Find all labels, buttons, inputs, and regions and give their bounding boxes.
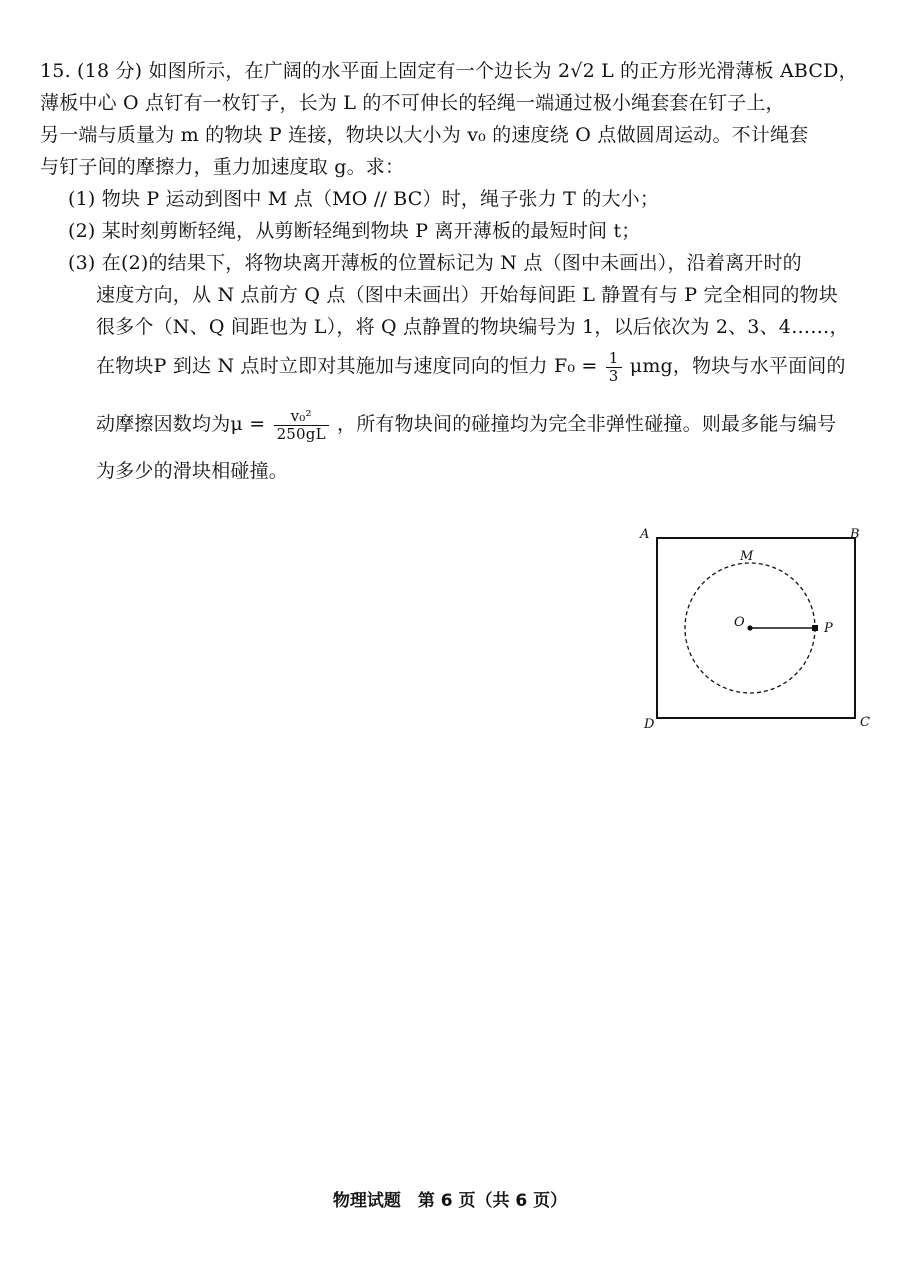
nail-dot (747, 625, 752, 630)
mu-fraction-denominator: 250gL (276, 424, 326, 443)
square-plate-figure (630, 518, 880, 738)
label-a: A (640, 527, 650, 542)
label-m: M (740, 549, 754, 564)
label-c: C (860, 715, 870, 730)
label-p: P (824, 621, 833, 636)
label-d: D (644, 717, 655, 732)
force-fraction-denominator: 3 (608, 366, 619, 385)
problem-line-2: 薄板中心 O 点钉有一枚钉子，长为 L 的不可伸长的轻绳一端通过极小绳套套在钉子上， (40, 92, 785, 114)
question-2: (2) 某时刻剪断轻绳，从剪断轻绳到物块 P 离开薄板的最短时间 t； (68, 220, 641, 242)
block-p (812, 625, 818, 631)
question-1: (1) 物块 P 运动到图中 M 点（MO // BC）时，绳子张力 T 的大小； (68, 188, 660, 210)
mu-fraction-numerator: v₀² (274, 408, 329, 426)
mu-text-post: ，所有物块间的碰撞均为完全非弹性碰撞。则最多能与编号 (337, 413, 837, 435)
figure-svg (630, 518, 880, 738)
question-3-line-1: (3) 在(2)的结果下，将物块离开薄板的位置标记为 N 点（图中未画出），沿着离开时的 (68, 252, 802, 274)
page-footer: 物理试题 第 6 页（共 6 页） (332, 1191, 568, 1211)
question-3-mu-line (96, 402, 900, 446)
label-b: B (850, 527, 860, 542)
force-text-post: μmg，物块与水平面间的 (629, 355, 846, 377)
force-text-pre: 在物块P 到达 N 点时立即对其施加与速度同向的恒力 F₀ = (96, 355, 598, 377)
label-o: O (734, 615, 745, 630)
question-3-line-3: 很多个（N、Q 间距也为 L），将 Q 点静置的物块编号为 1，以后依次为 2、3、4……， (96, 316, 849, 338)
problem-line-1: 15. (18 分) 如图所示，在广阔的水平面上固定有一个边长为 2√2 L 的正方形光滑薄板 ABCD， (40, 60, 858, 82)
force-fraction-numerator: 1 (606, 350, 622, 368)
force-fraction (606, 350, 622, 385)
problem-line-3: 另一端与质量为 m 的物块 P 连接，物块以大小为 v₀ 的速度绕 O 点做圆周运动。不计绳套 (40, 124, 809, 146)
question-3-line-2: 速度方向，从 N 点前方 Q 点（图中未画出）开始每间距 L 静置有与 P 完全相同的物块 (96, 284, 838, 306)
question-3-force-line (96, 346, 900, 386)
mu-text-pre: 动摩擦因数均为μ = (96, 413, 266, 435)
problem-line-4: 与钉子间的摩擦力，重力加速度取 g。求： (40, 156, 405, 178)
mu-fraction (274, 408, 329, 443)
question-3-last-line: 为多少的滑块相碰撞。 (96, 460, 289, 482)
